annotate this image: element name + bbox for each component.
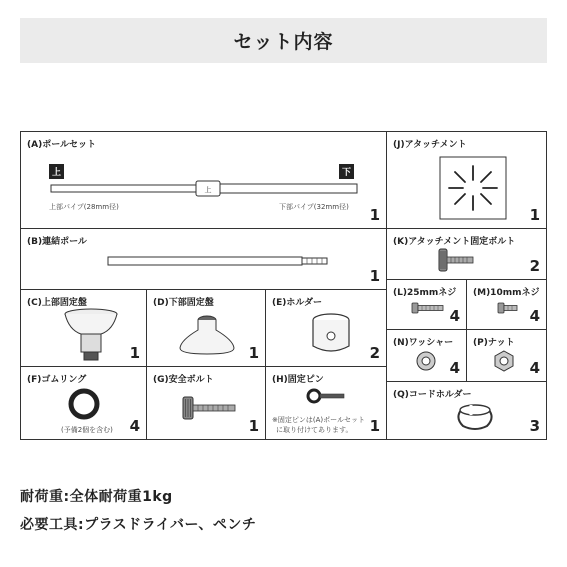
attachment-bolt-illustration xyxy=(437,247,477,273)
part-label: (K)アタッチメント固定ボルト xyxy=(393,237,516,247)
part-label: (P)ナット xyxy=(473,338,515,348)
part-p-cell xyxy=(466,329,547,382)
part-h-cell xyxy=(265,366,387,440)
svg-text:上: 上 xyxy=(204,186,212,194)
safety-bolt-illustration xyxy=(181,395,239,421)
spare-note: (予備2個を含む) xyxy=(61,426,113,434)
part-label: (C)上部固定盤 xyxy=(27,298,87,308)
part-qty: 3 xyxy=(529,417,540,435)
top-mark: 上 xyxy=(49,164,64,179)
part-qty: 4 xyxy=(449,307,460,325)
part-qty: 2 xyxy=(529,257,540,275)
screw-25mm-illustration xyxy=(411,302,445,314)
part-qty: 1 xyxy=(248,417,259,435)
lower-plate-illustration xyxy=(177,314,237,358)
part-label: (D)下部固定盤 xyxy=(153,298,214,308)
part-label: (F)ゴムリング xyxy=(27,375,87,385)
part-a-cell xyxy=(20,131,387,229)
part-label: (J)アタッチメント xyxy=(393,140,467,150)
washer-illustration xyxy=(415,350,437,372)
required-tools-text: 必要工具:プラスドライバー、ペンチ xyxy=(20,517,257,533)
fixing-pin-illustration xyxy=(306,387,346,405)
part-qty: 1 xyxy=(369,267,380,285)
pole-set-illustration xyxy=(49,178,359,200)
upper-plate-illustration xyxy=(61,308,121,364)
part-label: (H)固定ピン xyxy=(272,375,324,385)
part-label: (G)安全ボルト xyxy=(153,375,214,385)
part-e-cell xyxy=(265,289,387,367)
part-g-cell xyxy=(146,366,266,440)
part-qty: 4 xyxy=(529,307,540,325)
part-label: (E)ホルダー xyxy=(272,298,323,308)
part-qty: 2 xyxy=(369,344,380,362)
part-m-cell xyxy=(466,279,547,330)
load-capacity-text: 耐荷重:全体耐荷重1kg xyxy=(20,489,173,505)
part-label: (B)連結ポール xyxy=(27,237,87,247)
part-f-cell xyxy=(20,366,147,440)
section-title-bar xyxy=(20,18,547,63)
part-qty: 4 xyxy=(529,359,540,377)
pin-note-line-2: に取り付けてあります。 xyxy=(276,426,353,434)
bottom-mark: 下 xyxy=(339,164,354,179)
part-label: (L)25mmネジ xyxy=(393,288,457,298)
upper-pipe-note: 上部パイプ(28mm径) xyxy=(49,203,119,211)
screw-10mm-illustration xyxy=(497,302,519,314)
holder-illustration xyxy=(310,312,352,356)
lower-pipe-note: 下部パイプ(32mm径) xyxy=(279,203,349,211)
page-title: セット内容 xyxy=(233,31,334,53)
part-qty: 1 xyxy=(248,344,259,362)
part-qty: 4 xyxy=(129,417,140,435)
part-qty: 1 xyxy=(529,206,540,224)
cord-holder-illustration xyxy=(453,402,497,432)
part-j-cell xyxy=(386,131,547,229)
part-k-cell xyxy=(386,228,547,280)
connecting-pole-illustration xyxy=(107,255,329,267)
part-qty: 1 xyxy=(369,417,380,435)
part-qty: 1 xyxy=(369,206,380,224)
part-label: (A)ポールセット xyxy=(27,140,97,150)
part-d-cell xyxy=(146,289,266,367)
part-label: (M)10mmネジ xyxy=(473,288,540,298)
part-b-cell xyxy=(20,228,387,290)
part-l-cell xyxy=(386,279,467,330)
pin-note-line-1: ※固定ピンは(A)ポールセット xyxy=(272,416,365,424)
part-label: (N)ワッシャー xyxy=(393,338,454,348)
part-label: (Q)コードホルダー xyxy=(393,390,472,400)
part-c-cell xyxy=(20,289,147,367)
rubber-ring-illustration xyxy=(67,387,101,421)
part-q-cell xyxy=(386,381,547,440)
nut-illustration xyxy=(493,350,515,372)
part-qty: 1 xyxy=(129,344,140,362)
part-n-cell xyxy=(386,329,467,382)
attachment-illustration xyxy=(439,156,507,220)
part-qty: 4 xyxy=(449,359,460,377)
